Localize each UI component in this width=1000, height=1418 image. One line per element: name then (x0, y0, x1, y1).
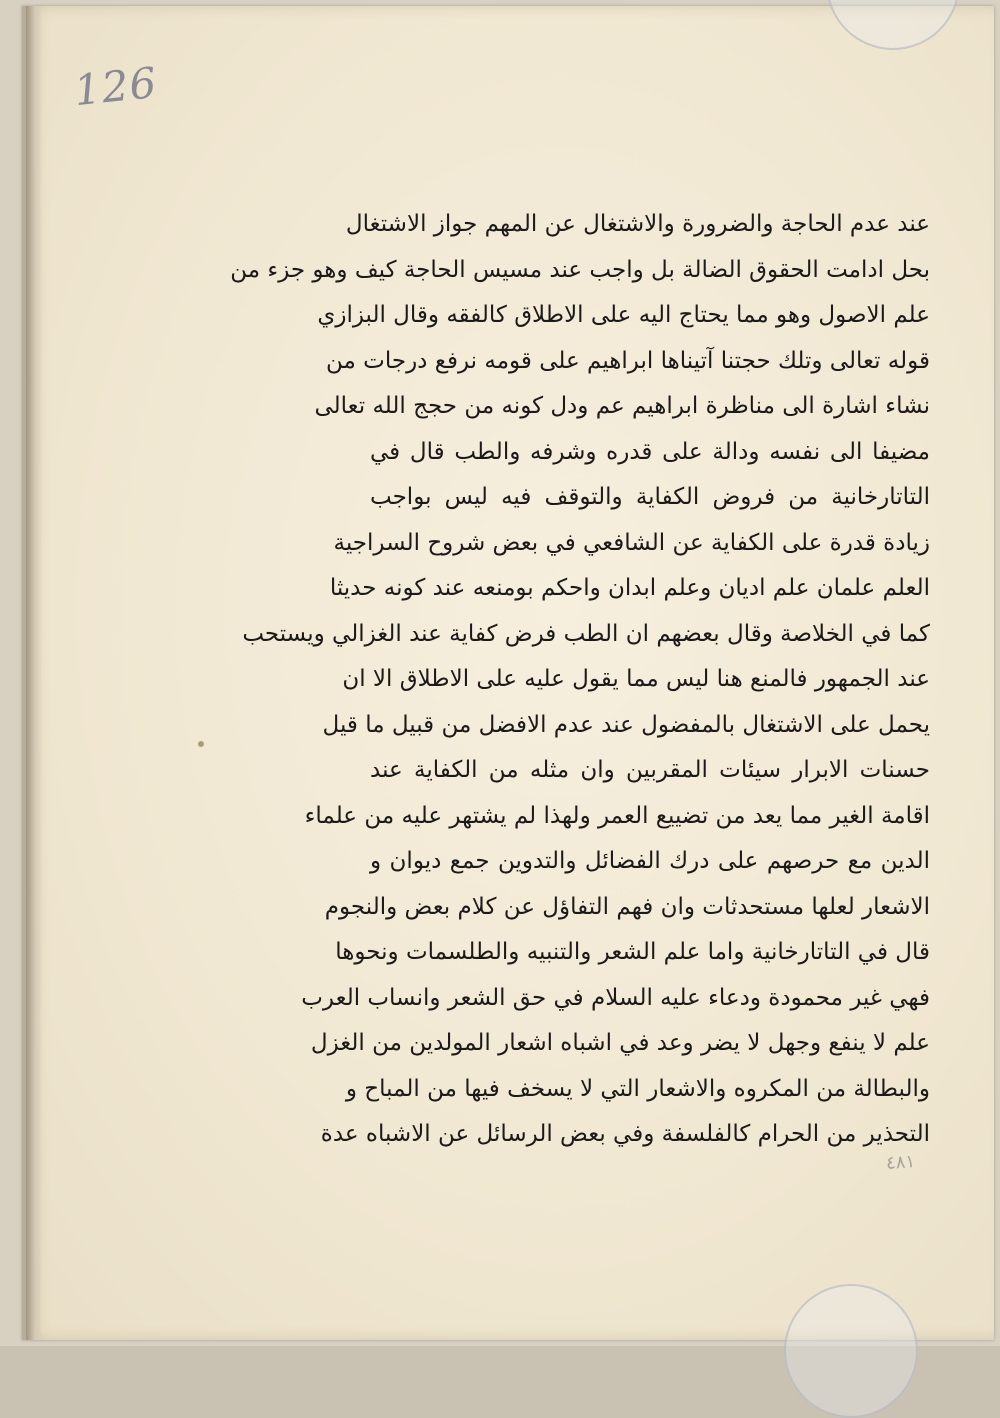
faint-bottom-note: ٤٨١ (885, 1151, 916, 1174)
text-line: يحمل على الاشتغال بالمفضول عند عدم الافضل من قبيل ما قيل (322, 711, 930, 738)
text-line: مضيفا الى نفسه ودالة على قدره وشرفه والطب قال في (370, 438, 930, 465)
text-line: الاشعار لعلها مستحدثات وان فهم التفاؤل عن كلام بعض والنجوم (324, 893, 930, 920)
text-line: زيادة قدرة على الكفاية عن الشافعي في بعض شروح السراجية (333, 529, 930, 556)
manuscript-text-block (230, 202, 930, 1158)
binding-edge (26, 6, 42, 1340)
text-line: الدين مع حرصهم على درك الفضائل والتدوين جمع ديوان و (370, 848, 930, 874)
text-line: عند عدم الحاجة والضرورة والاشتغال عن المهم جواز الاشتغال (345, 211, 930, 237)
text-line: علم الاصول وهو مما يحتاج اليه على الاطلاق كالفقه وقال البزازي (317, 302, 930, 328)
text-line: علم لا ينفع وجهل لا يضر وعد في اشباه اشعار المولدين من الغزل (310, 1030, 930, 1056)
glass-weight-bottom (784, 1284, 918, 1418)
text-line: نشاء اشارة الى مناظرة ابراهيم عم ودل كونه من حجج الله تعالى (314, 393, 930, 419)
text-line: والبطالة من المكروه والاشعار التي لا يسخف فيها من المباح و (345, 1075, 930, 1102)
text-line: التحذير من الحرام كالفلسفة وفي بعض الرسائل عن الاشباه عدة (320, 1121, 930, 1147)
text-line: قال في التاتارخانية واما علم الشعر والتنبيه والطلسمات ونحوها (335, 939, 930, 965)
text-line: حسنات الابرار سيئات المقربين وان مثله من الكفاية عند (370, 757, 930, 783)
manuscript-page (22, 6, 994, 1340)
text-line: العلم علمان علم اديان وعلم ابدان واحكم بومنعه عند كونه حديثا (329, 575, 930, 601)
text-line: قوله تعالى وتلك حجتنا آتيناها ابراهيم على قومه نرفع درجات من (326, 347, 930, 374)
paper-stain (198, 741, 204, 747)
text-line: عند الجمهور فالمنع هنا ليس مما يقول عليه على الاطلاق الا ان (342, 666, 930, 692)
text-line: فهي غير محمودة ودعاء عليه السلام في حق الشعر وانساب العرب (301, 984, 930, 1011)
text-line: بحل ادامت الحقوق الضالة بل واجب عند مسيس الحاجة كيف وهو جزء من (230, 256, 930, 283)
text-line: التاتارخانية من فروض الكفاية والتوقف فيه ليس بواجب (370, 484, 930, 510)
text-line: اقامة الغير مما يعد من تضييع العمر ولهذا لم يشتهر عليه من علماء (304, 802, 930, 829)
folio-number: 126 (71, 57, 160, 116)
text-line: كما في الخلاصة وقال بعضهم ان الطب فرض كفاية عند الغزالي ويستحب (242, 620, 930, 647)
